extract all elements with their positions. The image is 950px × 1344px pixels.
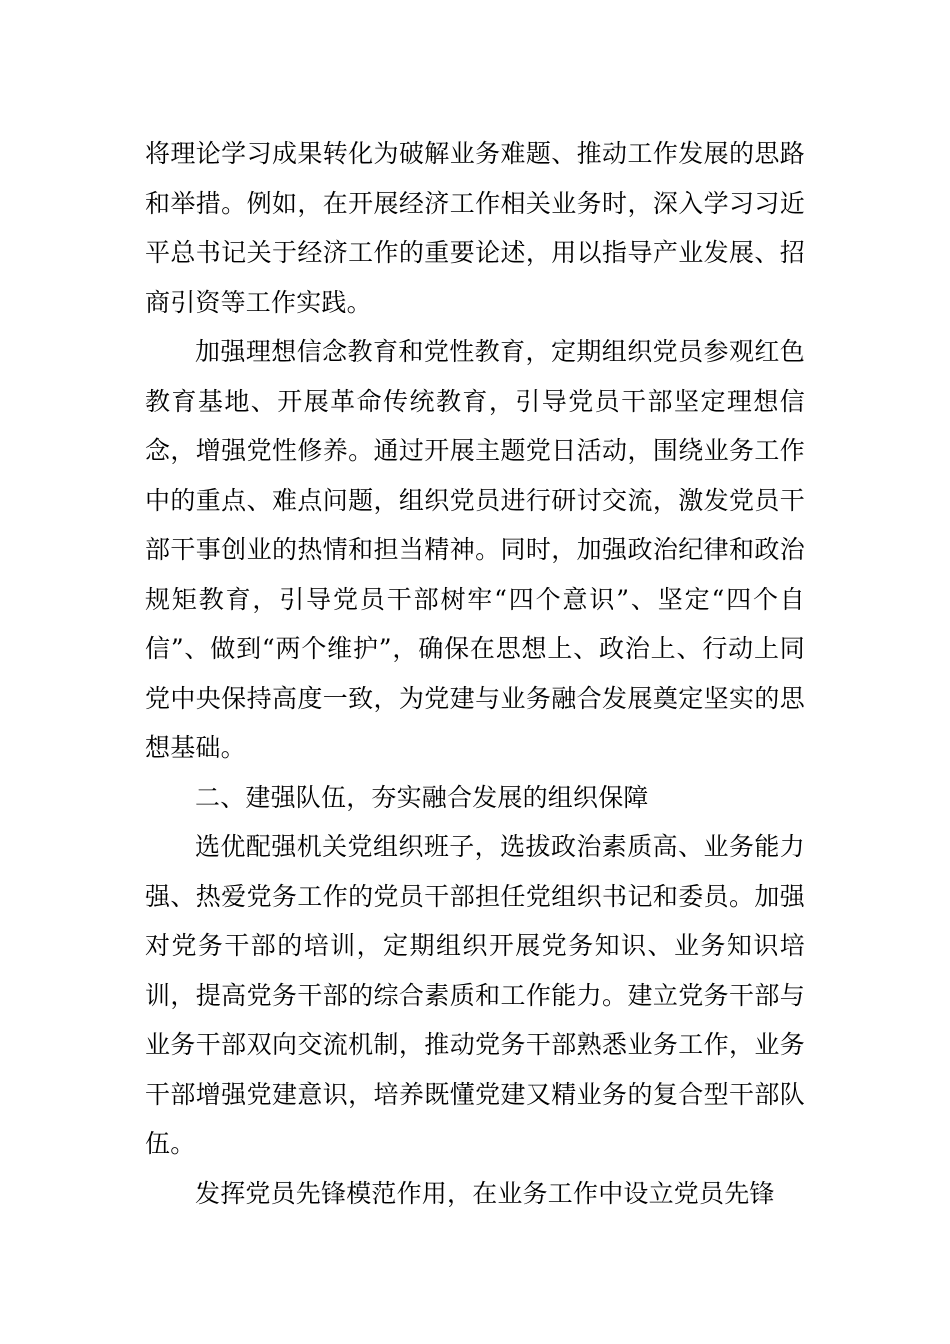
paragraph-continuation: 将理论学习成果转化为破解业务难题、推动工作发展的思路和举措。例如，在开展经济工作相关业务时，深入学习习近平总书记关于经济工作的重要论述，用以指导产业发展、招商引资等工作实践。 xyxy=(145,139,805,317)
paragraph-team-building: 选优配强机关党组织班子，选拔政治素质高、业务能力强、热爱党务工作的党员干部担任党组织书记和委员。加强对党务干部的培训，定期组织开展党务知识、业务知识培训，提高党务干部的综合素质和工作能力。建立党务干部与业务干部双向交流机制，推动党务干部熟悉业务工作，业务干部增强党建意识，培养既懂党建又精业务的复合型干部队伍。 xyxy=(145,832,805,1158)
document-body xyxy=(145,129,805,1218)
section-heading-two: 二、建强队伍，夯实融合发展的组织保障 xyxy=(195,782,649,812)
paragraph-vanguard: 发挥党员先锋模范作用，在业务工作中设立党员先锋 xyxy=(195,1178,775,1208)
paragraph-ideals-education: 加强理想信念教育和党性教育，定期组织党员参观红色教育基地、开展革命传统教育，引导党员干部坚定理想信念，增强党性修养。通过开展主题党日活动，围绕业务工作中的重点、难点问题，组织党员进行研讨交流，激发党员干部干事创业的热情和担当精神。同时，加强政治纪律和政治规矩教育，引导党员干部树牢“四个意识”、坚定“四个自信”、做到“两个维护”，确保在思想上、政治上、行动上同党中央保持高度一致，为党建与业务融合发展奠定坚实的思想基础。 xyxy=(145,337,805,762)
